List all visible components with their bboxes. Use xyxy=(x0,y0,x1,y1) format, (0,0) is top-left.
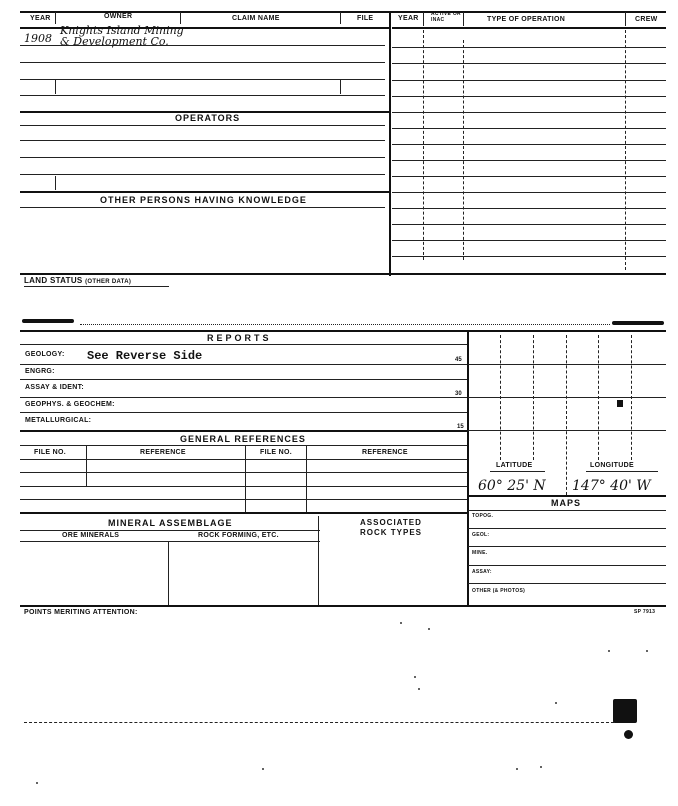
points-meriting-label: POINTS MERITING ATTENTION: xyxy=(24,609,138,616)
divider xyxy=(245,446,246,512)
maps-header-line xyxy=(468,510,666,511)
speck xyxy=(646,650,648,652)
geophys-label: GEOPHYS. & GEOCHEM: xyxy=(25,401,115,408)
divider xyxy=(55,176,56,190)
gr-file-no-2: FILE NO. xyxy=(260,449,292,456)
reports-title: REPORTS xyxy=(207,333,272,343)
gr-bottom-line xyxy=(20,512,467,514)
longitude-underline xyxy=(586,471,658,472)
maps-other: OTHER (& PHOTOS) xyxy=(472,588,526,594)
owner-row-line xyxy=(20,95,385,96)
mineral-assemblage-title: MINERAL ASSEMBLAGE xyxy=(108,518,233,528)
associated-line2: ROCK TYPES xyxy=(360,528,423,537)
divider xyxy=(625,30,626,270)
longitude-label: LONGITUDE xyxy=(590,462,634,469)
grid-line xyxy=(468,430,666,431)
divider xyxy=(318,516,319,605)
grid-line xyxy=(500,335,501,460)
mark xyxy=(613,699,637,723)
report-row-line xyxy=(20,379,467,380)
divider xyxy=(168,541,169,605)
speck xyxy=(516,768,518,770)
divider xyxy=(55,80,56,94)
operator-row-line xyxy=(20,157,385,158)
speck xyxy=(608,650,610,652)
owner-row-line xyxy=(20,79,385,80)
assay-label: ASSAY & IDENT: xyxy=(25,384,85,391)
maps-row-line xyxy=(468,565,666,566)
divider xyxy=(463,40,464,260)
divider xyxy=(463,12,464,26)
gr-row-line xyxy=(20,486,467,487)
land-status-label xyxy=(24,276,131,285)
activity-year-header: YEAR xyxy=(398,15,419,22)
reports-top-border xyxy=(20,330,666,332)
maps-assay: ASSAY: xyxy=(472,569,492,575)
maps-topog: TOPOG. xyxy=(472,513,494,519)
speck xyxy=(400,622,402,624)
grid-line xyxy=(631,335,632,460)
speck xyxy=(540,766,542,768)
operator-row-line xyxy=(20,174,385,175)
latitude-value: 60° 25' N xyxy=(478,478,546,494)
longitude-value: 147° 40' W xyxy=(572,478,651,494)
grid-line xyxy=(598,335,599,460)
speck xyxy=(414,676,416,678)
maps-row-line xyxy=(468,546,666,547)
land-status-underline xyxy=(24,286,169,287)
operators-label: OPERATORS xyxy=(175,113,241,123)
form-number: SP 7913 xyxy=(634,609,656,615)
divider xyxy=(340,12,341,24)
year-header: YEAR xyxy=(30,15,51,22)
speck xyxy=(36,782,38,784)
mark xyxy=(22,319,74,323)
divider xyxy=(625,12,626,26)
ma-header-line xyxy=(20,530,320,531)
divider xyxy=(306,446,307,512)
report-row-line xyxy=(20,397,467,398)
report-row-line xyxy=(20,412,467,413)
maps-geol: GEOL: xyxy=(472,532,490,538)
divider xyxy=(340,80,341,94)
gr-row-line xyxy=(20,472,467,473)
divider xyxy=(423,30,424,260)
land-status-sub: (OTHER DATA) xyxy=(85,279,132,285)
entry-year: 1908 xyxy=(24,32,52,45)
land-status-title: LAND STATUS xyxy=(24,276,83,285)
mark xyxy=(624,730,633,739)
entry-owner-line2: & Development Co. xyxy=(60,35,169,48)
grid-line xyxy=(533,335,534,460)
speck xyxy=(262,768,264,770)
owner-header: OWNER xyxy=(104,13,133,20)
geology-value: See Reverse Side xyxy=(87,349,203,363)
file-header: FILE xyxy=(357,15,374,22)
geology-label: GEOLOGY: xyxy=(25,351,65,358)
associated-line1: ASSOCIATED xyxy=(360,518,422,527)
maps-title: MAPS xyxy=(551,498,582,508)
latitude-label: LATITUDE xyxy=(496,462,533,469)
ore-minerals-label: ORE MINERALS xyxy=(62,532,120,539)
gr-reference-1: REFERENCE xyxy=(140,449,186,456)
operator-row-line xyxy=(20,125,385,126)
operator-row-line xyxy=(20,140,385,141)
gr-reference-2: REFERENCE xyxy=(362,449,408,456)
claim-name-header: CLAIM NAME xyxy=(232,15,280,22)
report-row-line xyxy=(20,364,467,365)
gr-header-line xyxy=(20,445,467,446)
divider xyxy=(423,12,424,26)
general-references-title: GENERAL REFERENCES xyxy=(180,434,306,444)
maps-row-line xyxy=(468,583,666,584)
engrg-label: ENGRG: xyxy=(25,368,55,375)
other-persons-underline xyxy=(20,207,385,208)
operator-row-line xyxy=(20,191,390,193)
owner-row-line xyxy=(20,45,385,46)
coords-bottom-line xyxy=(468,495,666,497)
maps-mine: MINE. xyxy=(472,550,488,556)
scale-45: 45 xyxy=(455,357,462,363)
type-of-operation-header: TYPE OF OPERATION xyxy=(487,16,566,23)
latitude-underline xyxy=(490,471,545,472)
grid-line xyxy=(566,335,567,495)
divider xyxy=(86,446,87,486)
divider xyxy=(180,12,181,24)
gr-file-no-1: FILE NO. xyxy=(34,449,66,456)
crew-header: CREW xyxy=(635,16,658,23)
metallurgical-label: METALLURGICAL: xyxy=(25,417,92,424)
divider xyxy=(55,12,56,24)
location-marker xyxy=(617,400,623,407)
report-row-line xyxy=(20,430,467,432)
activity-header-underline xyxy=(392,27,666,29)
bottom-line xyxy=(24,722,614,723)
reports-header-line xyxy=(20,344,467,345)
scale-30: 30 xyxy=(455,391,462,397)
other-persons-label: OTHER PERSONS HAVING KNOWLEDGE xyxy=(100,195,307,205)
points-top-line xyxy=(20,605,666,607)
maps-row-line xyxy=(468,528,666,529)
ma-subheader-line xyxy=(20,541,320,542)
scale-15: 15 xyxy=(457,424,464,430)
rock-forming-label: ROCK FORMING, ETC. xyxy=(198,532,279,539)
grid-line xyxy=(468,397,666,398)
active-header: ACTIVE OR INAC xyxy=(431,11,461,23)
top-section-bottom xyxy=(20,273,666,275)
owner-row-line xyxy=(20,62,385,63)
mark xyxy=(612,321,664,325)
speck xyxy=(428,628,430,630)
gr-row-line xyxy=(20,459,467,460)
section-divider xyxy=(389,12,391,276)
speck xyxy=(418,688,420,690)
entry-owner-line1: Knights Island Mining xyxy=(60,24,184,37)
speck xyxy=(555,702,557,704)
gr-row-line xyxy=(20,499,467,500)
perforation-line xyxy=(80,324,610,325)
grid-line xyxy=(468,364,666,365)
